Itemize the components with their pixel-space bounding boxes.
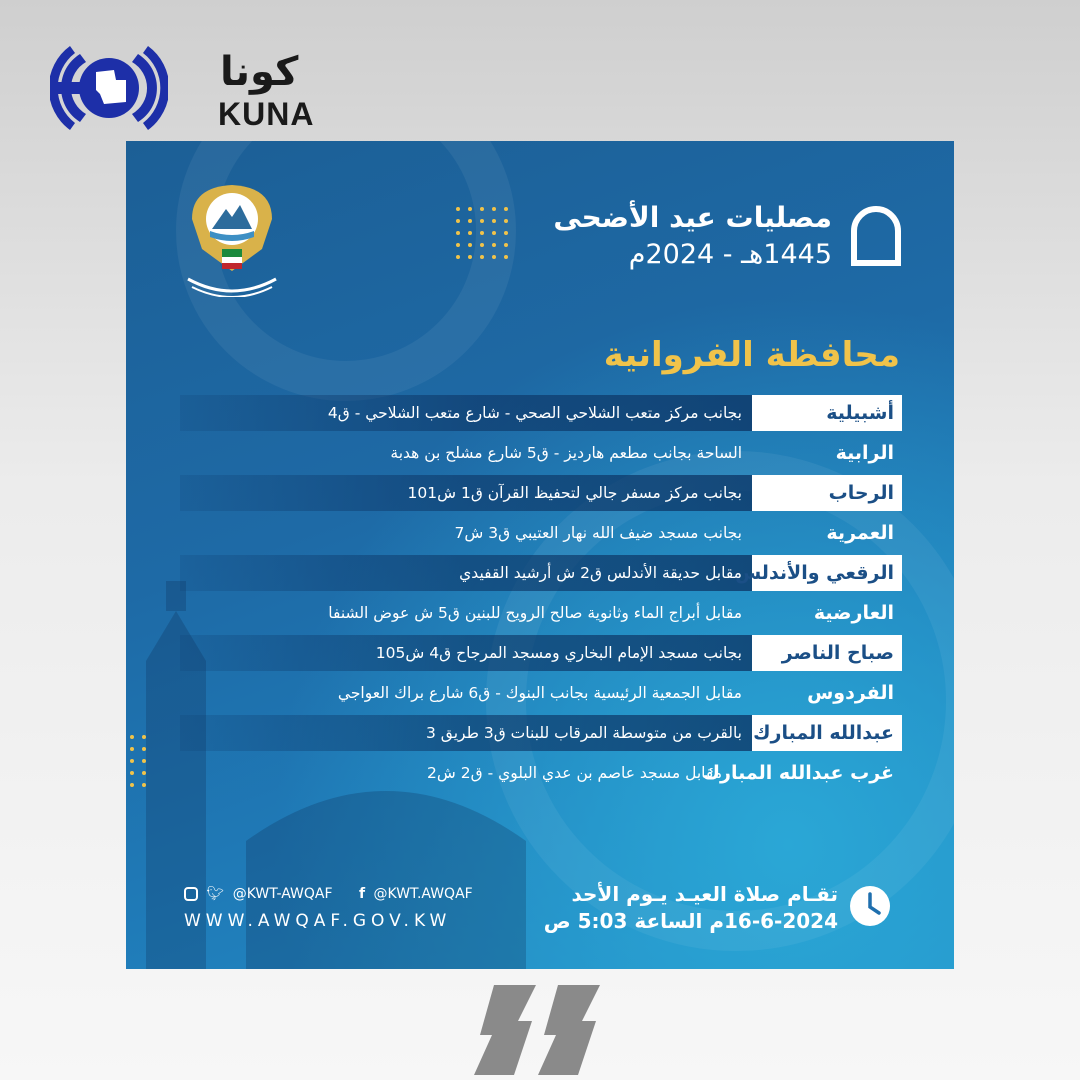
area-location: بجانب مسجد ضيف الله نهار العتيبي ق3 ش7 [454,524,742,542]
page-title: مصليات عيد الأضحى [553,201,832,234]
area-location: مقابل مسجد عاصم بن عدي البلوي - ق2 ش2 [427,764,722,782]
location-row [180,515,902,551]
location-row [180,475,902,511]
governorate-title: محافظة الفروانية [603,335,900,375]
twitter-icon: 🐦︎ [206,886,225,902]
instagram-icon [184,887,198,901]
area-location: الساحة بجانب مطعم هارديز - ق5 شارع مشلح بن هدبة [390,444,742,462]
website-link[interactable]: WWW.AWQAF.GOV.KW [184,911,452,931]
kuna-logo [50,40,315,136]
area-name: العمرية [826,522,894,544]
prayer-time-note-line2: 16-6-2024م الساعة 5:03 ص [543,909,838,933]
area-name: الرقعي والأندلس [752,555,902,591]
locations-list [180,395,902,795]
area-name: العارضية [813,602,894,624]
area-name: الرابية [835,442,894,464]
location-row [180,675,902,711]
kuna-arabic-wordmark: كونا [220,49,299,95]
area-location: بجانب مركز مسفر جالي لتحفيظ القرآن ق1 ش101 [407,484,742,502]
twitter-handle[interactable]: @KWT-AWQAF [232,886,333,902]
kuna-emblem-icon [50,40,168,136]
area-name: عبدالله المبارك [752,715,902,751]
location-row [180,755,902,791]
area-name: صباح الناصر [752,635,902,671]
clock-icon [848,884,892,928]
area-name: الفردوس [807,682,894,704]
area-location: بجانب مركز متعب الشلاحي الصحي - شارع متعب الشلاحي - ق4 [327,404,742,422]
facebook-handle[interactable]: @KWT.AWQAF [373,886,473,902]
area-name: الرحاب [752,475,902,511]
area-name: غرب عبدالله المبارك [702,762,894,784]
location-row [180,635,902,671]
area-location: بجانب مسجد الإمام البخاري ومسجد المرجاح ق4 ش105 [375,644,742,662]
dot-pattern-top [456,207,516,263]
page-subtitle-date: 1445هـ - 2024م [628,239,832,270]
area-location: مقابل أبراج الماء وثانوية صالح الرويح للبنين ق5 ش عوض الشنفا [328,604,742,622]
kuna-english-wordmark: KUNA [218,96,315,132]
area-location: بالقرب من متوسطة المرقاب للبنات ق3 طريق 3 [425,724,742,742]
prayer-time-note-line1: تقـام صلاة العيـد يـوم الأحد [571,882,838,906]
dot-pattern-left [130,735,150,795]
mosque-arch-icon [848,205,904,267]
area-location: مقابل الجمعية الرئيسية بجانب البنوك - ق6 شارع براك العواجي [337,684,742,702]
location-row [180,435,902,471]
location-row [180,715,902,751]
facebook-icon: f [358,886,366,902]
location-row [180,395,902,431]
quote-mark-icon [474,985,600,1075]
area-name: أشبيلية [752,395,902,431]
prayer-locations-card [126,141,954,969]
area-location: مقابل حديقة الأندلس ق2 ش أرشيد القفيدي [459,564,742,582]
social-handles [184,886,473,902]
location-row [180,555,902,591]
location-row [180,595,902,631]
awqaf-emblem-icon [182,179,282,297]
